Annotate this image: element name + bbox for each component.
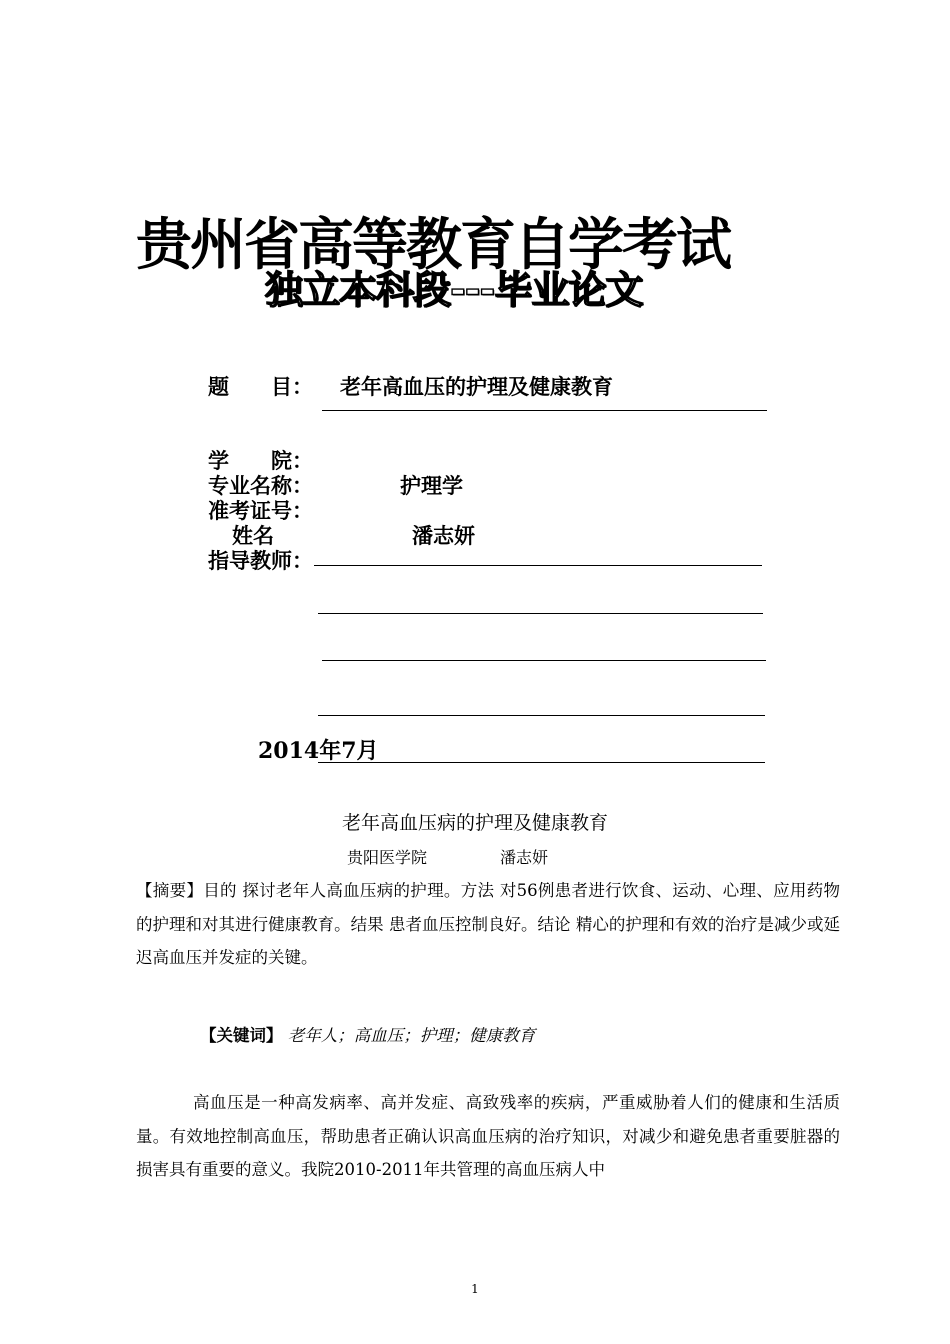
major-label: 专业名称：	[208, 474, 313, 498]
blank-line-2	[322, 660, 766, 661]
name-value: 潘志妍	[412, 524, 475, 548]
cover-sub-title: 独立本科段---毕业论文	[265, 268, 643, 312]
page-number: 1	[471, 1282, 479, 1296]
major-value: 护理学	[400, 474, 463, 498]
name-label: 姓名	[232, 524, 274, 548]
institution: 贵阳医学院	[347, 848, 428, 867]
paper-title: 老年高血压病的护理及健康教育	[341, 812, 608, 834]
date-underline	[318, 762, 765, 763]
topic-value: 老年高血压的护理及健康教育	[340, 375, 613, 399]
advisor-underline	[314, 565, 762, 566]
cover-date: 2014年7月	[258, 738, 379, 764]
exam-id-label: 准考证号：	[208, 499, 313, 523]
blank-line-1	[318, 613, 763, 614]
keywords-text: 老年人；高血压；护理；健康教育	[287, 1026, 536, 1045]
body-paragraph: 高血压是一种高发病率、高并发症、高致残率的疾病，严重威胁着人们的健康和生活质量。有效地控制高血压，帮助患者正确认识高血压病的治疗知识，对减少和避免患者重要脏器的损害具有重要的意义。我院2010-2011年共管理的高血压病人中	[136, 1093, 840, 1179]
abstract-paragraph: 【摘要】目的 探讨老年人高血压病的护理。方法 对56例患者进行饮食、运动、心理、应用药物的护理和对其进行健康教育。结果 患者血压控制良好。结论 精心的护理和有效的治疗是减少或延迟高血压并发症的关键。	[136, 881, 840, 967]
cover-main-title: 贵州省高等教育自学考试	[136, 213, 730, 278]
author: 潘志妍	[500, 848, 549, 867]
advisor-label: 指导教师：	[208, 549, 313, 573]
topic-underline	[322, 410, 767, 411]
topic-label: 题 目：	[208, 375, 313, 399]
blank-line-3	[318, 715, 765, 716]
keywords-label: 【关键词】	[200, 1026, 283, 1045]
keywords-line	[200, 1022, 535, 1046]
college-label: 学 院：	[208, 449, 313, 473]
